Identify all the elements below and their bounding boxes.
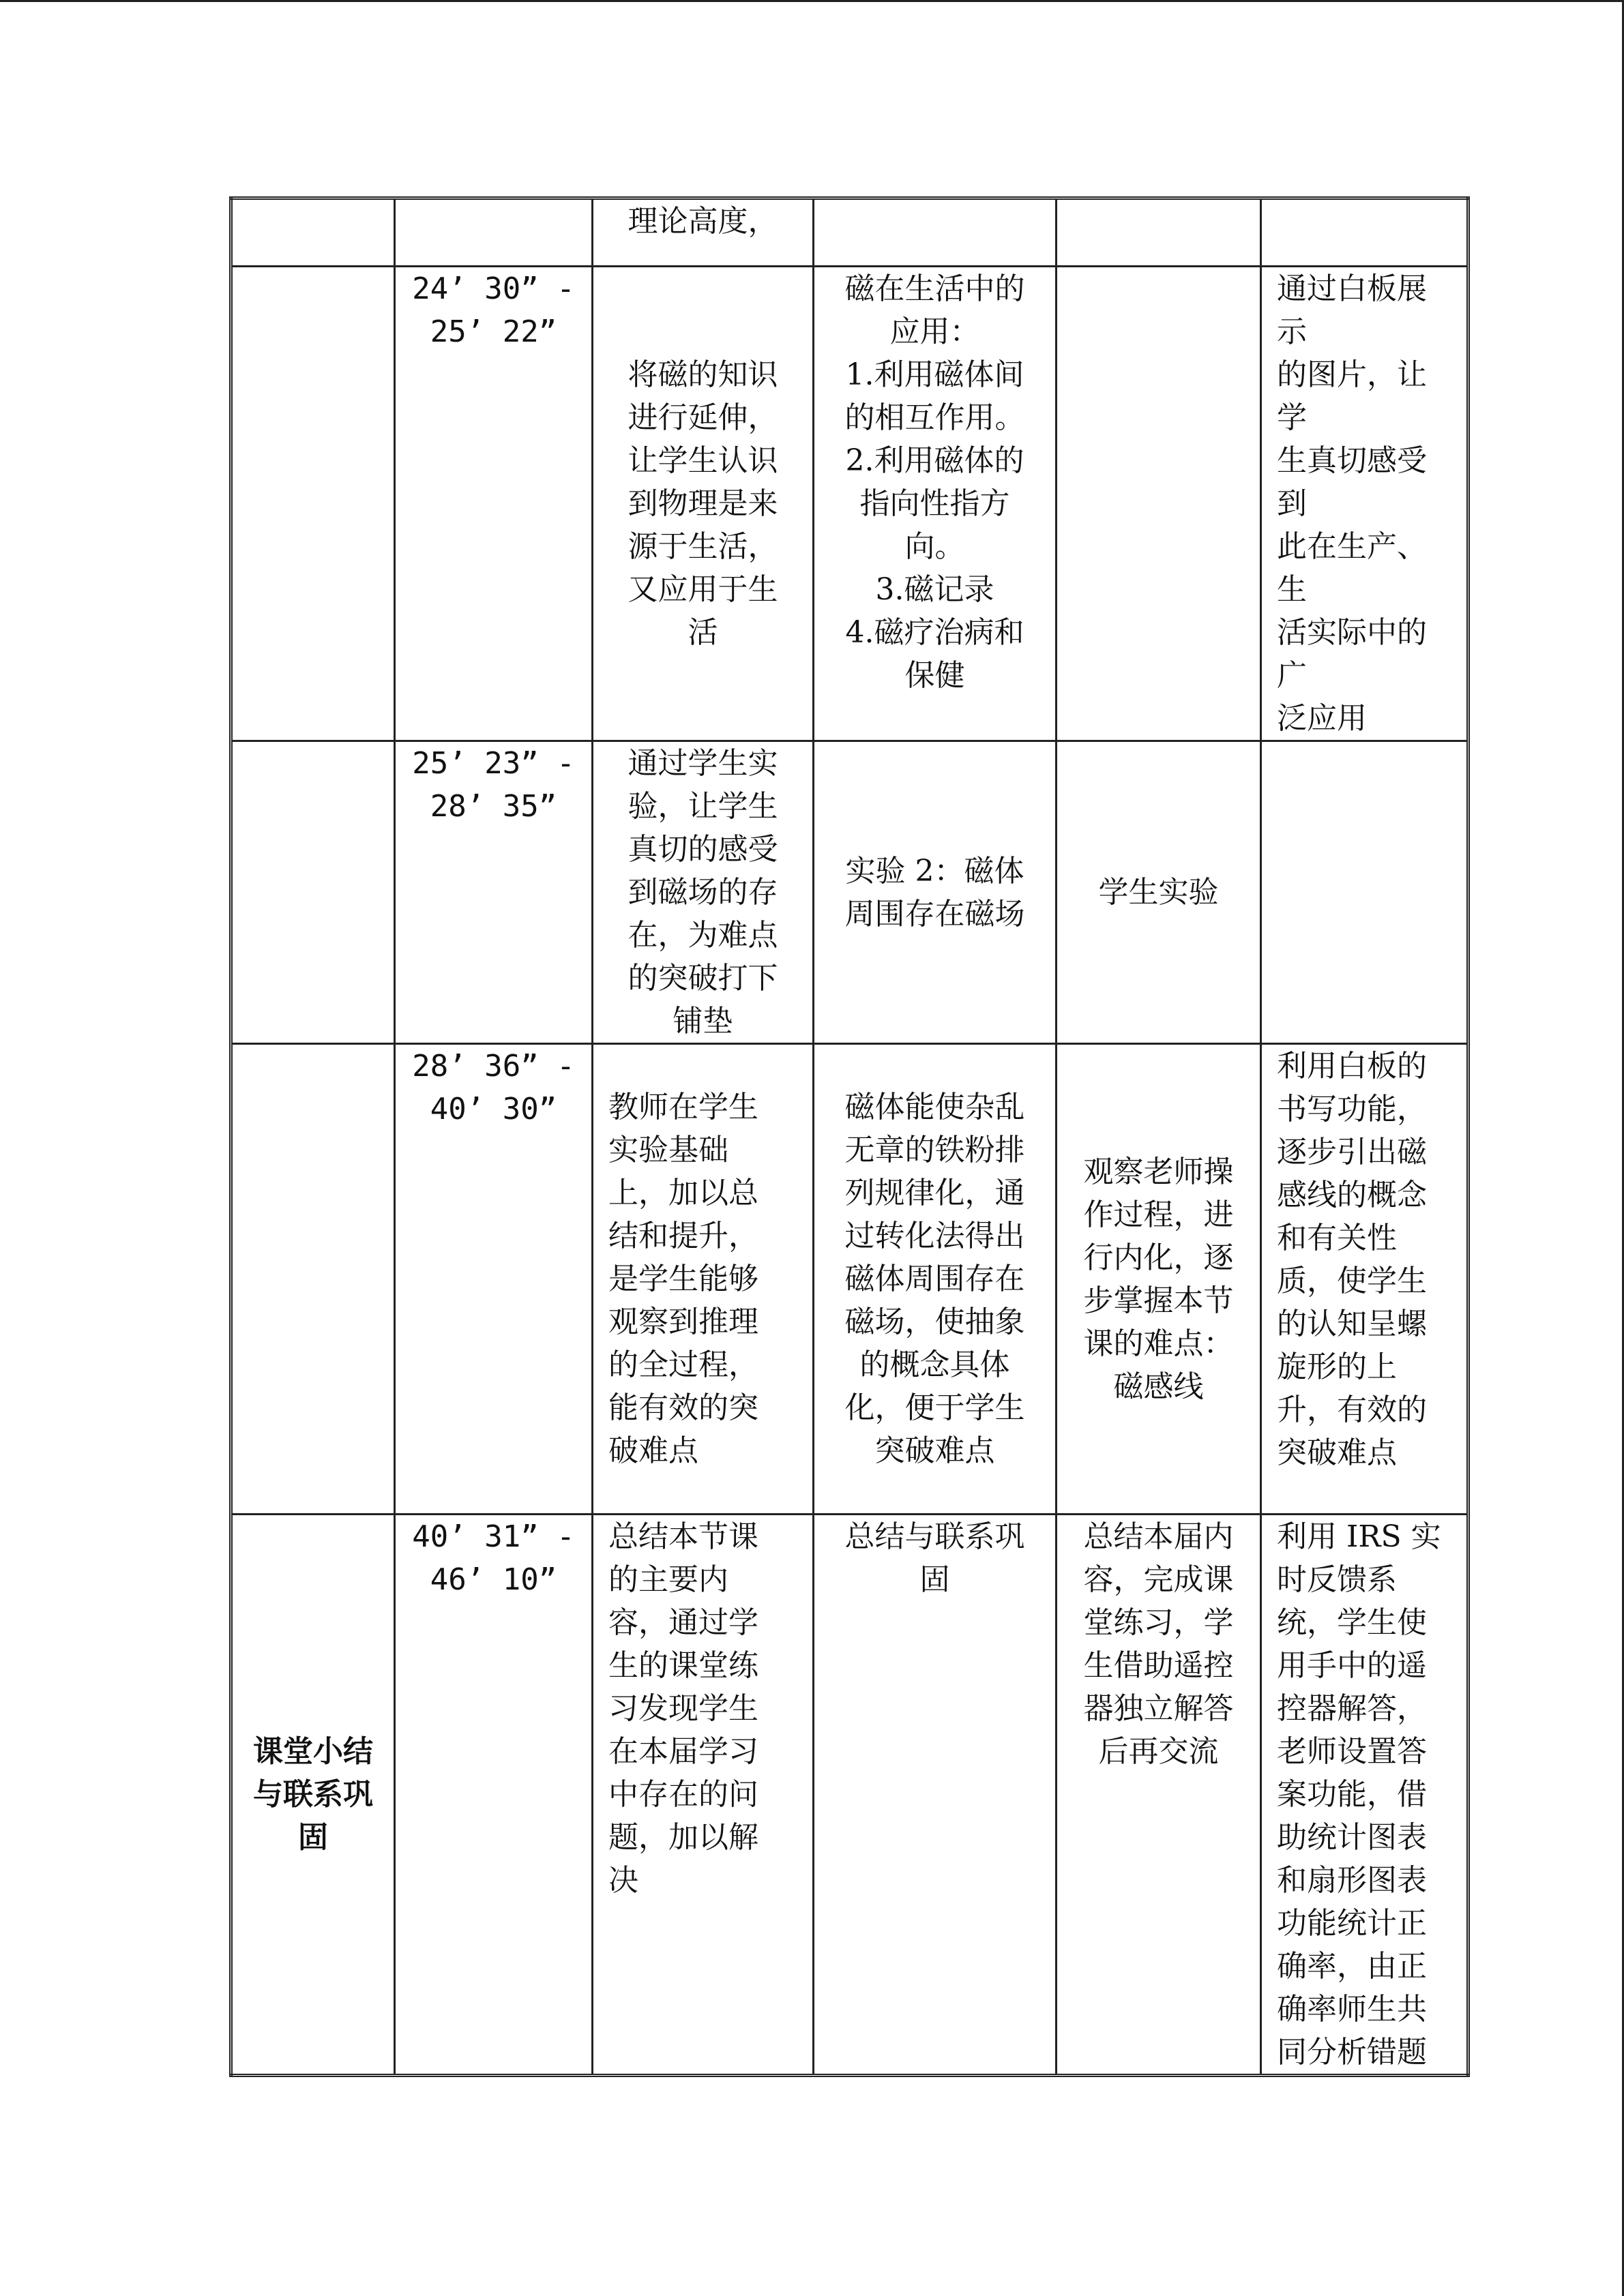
media-text: 控器解答， [1277, 1691, 1427, 1726]
media-text: 突破难点 [1277, 1435, 1397, 1470]
activity-text: 观察老师操 [1083, 1154, 1234, 1189]
media-text: 生真切感受到 [1277, 443, 1427, 521]
intent-text: 到物理是来 [628, 486, 778, 521]
media-text: 利用白板的 [1277, 1049, 1427, 1084]
media-text: 质，使学生 [1277, 1264, 1427, 1298]
media-cell [1261, 267, 1468, 741]
activity-text: 总结本届内 [1083, 1519, 1234, 1554]
content-text: 实验 2：磁体 [845, 853, 1024, 889]
intent-cell [593, 267, 814, 741]
media-text: 用手中的遥 [1277, 1648, 1427, 1683]
stage-cell [231, 267, 395, 741]
intent-text: 在，为难点 [628, 918, 778, 953]
lesson-plan-table [229, 196, 1470, 2077]
activity-text: 行内化，逐 [1083, 1240, 1234, 1275]
media-text: 利用 IRS 实 [1277, 1519, 1441, 1554]
intent-text: 真切的感受 [628, 832, 778, 867]
content-cell [814, 741, 1057, 1044]
content-cell [814, 267, 1057, 741]
media-text: 泛应用 [1277, 701, 1367, 736]
intent-text: 理论高度， [628, 204, 778, 239]
intent-text: 是学生能够 [608, 1262, 758, 1296]
media-text: 助统计图表 [1277, 1820, 1427, 1855]
stage-cell [231, 741, 395, 1044]
intent-text: 又应用于生 [628, 572, 778, 607]
time-start: 25’ 23” - [412, 746, 575, 781]
intent-text: 将磁的知识 [628, 357, 778, 392]
intent-text: 到磁场的存 [628, 875, 778, 910]
media-cell [1261, 198, 1468, 267]
content-text: 无章的铁粉排 [844, 1133, 1025, 1167]
intent-text: 源于生活， [628, 529, 778, 564]
media-cell [1261, 1044, 1468, 1515]
media-text: 通过白板展示 [1277, 271, 1427, 349]
content-cell [814, 198, 1057, 267]
intent-text: 上，加以总 [608, 1176, 758, 1210]
intent-text: 活 [688, 615, 718, 650]
intent-text: 总结本节课 [608, 1519, 758, 1554]
time-end: 46’ 10” [430, 1562, 557, 1597]
activity-text: 后再交流 [1098, 1734, 1219, 1769]
intent-text: 的突破打下 [628, 961, 778, 996]
time-cell [395, 1515, 593, 2076]
activity-text: 学生实验 [1098, 875, 1219, 910]
activity-cell [1057, 1515, 1261, 2076]
activity-text: 课的难点： [1083, 1326, 1234, 1361]
table-row [231, 1044, 1468, 1515]
content-text: 过转化法得出 [844, 1219, 1025, 1253]
content-text: 磁体周围存在 [844, 1262, 1025, 1296]
intent-text: 结和提升， [608, 1219, 758, 1253]
time-end: 25’ 22” [430, 314, 557, 349]
intent-text: 的主要内 [608, 1562, 728, 1597]
intent-text: 决 [608, 1863, 638, 1898]
intent-text: 铺垫 [673, 1004, 733, 1039]
intent-text: 观察到推理 [608, 1304, 758, 1339]
content-text: 2.利用磁体的 [845, 443, 1024, 478]
activity-cell [1057, 198, 1261, 267]
media-text: 书写功能， [1277, 1092, 1427, 1127]
activity-cell [1057, 267, 1261, 741]
table-row [231, 741, 1468, 1044]
intent-text: 在本届学习 [608, 1734, 758, 1769]
content-text: 磁体能使杂乱 [844, 1090, 1025, 1124]
intent-cell [593, 1515, 814, 2076]
media-text: 和扇形图表 [1277, 1863, 1427, 1898]
content-text: 的概念具体 [859, 1347, 1010, 1382]
media-text: 逐步引出磁 [1277, 1135, 1427, 1169]
media-text: 确率师生共 [1277, 1992, 1427, 2027]
content-text: 化，便于学生 [844, 1390, 1025, 1425]
media-text: 功能统计正 [1277, 1906, 1427, 1941]
activity-text: 容，完成课 [1083, 1562, 1234, 1597]
content-text: 突破难点 [874, 1433, 995, 1468]
content-text: 4.磁疗治病和 [845, 615, 1024, 650]
intent-text: 进行延伸， [628, 400, 778, 435]
content-text: 1.利用磁体间 [845, 357, 1024, 392]
time-cell [395, 198, 593, 267]
stage-title: 固 [298, 1820, 328, 1855]
media-text: 感线的概念 [1277, 1178, 1427, 1212]
media-text: 同分析错题 [1277, 2035, 1427, 2070]
content-text: 向。 [904, 529, 965, 564]
activity-text: 堂练习，学 [1083, 1605, 1234, 1640]
media-text: 老师设置答 [1277, 1734, 1427, 1769]
media-text: 时反馈系 [1277, 1562, 1397, 1597]
content-text: 应用： [889, 314, 980, 349]
content-text: 的相互作用。 [844, 400, 1025, 435]
time-end: 40’ 30” [430, 1092, 557, 1127]
media-text: 的认知呈螺 [1277, 1307, 1427, 1341]
media-text: 此在生产、生 [1277, 529, 1427, 607]
time-cell [395, 267, 593, 741]
intent-text: 能有效的突 [608, 1390, 758, 1425]
stage-title: 与联系巩 [253, 1777, 373, 1812]
intent-text: 的全过程， [608, 1347, 758, 1382]
content-text: 磁场，使抽象 [844, 1304, 1025, 1339]
content-cell [814, 1044, 1057, 1515]
media-text: 统，学生使 [1277, 1605, 1427, 1640]
media-text: 和有关性 [1277, 1221, 1397, 1255]
intent-text: 验，让学生 [628, 789, 778, 824]
content-cell [814, 1515, 1057, 2076]
intent-text: 破难点 [608, 1433, 698, 1468]
intent-text: 题，加以解 [608, 1820, 758, 1855]
activity-text: 步掌握本节 [1083, 1283, 1234, 1318]
intent-text: 中存在的问 [608, 1777, 758, 1812]
content-text: 3.磁记录 [875, 572, 994, 607]
table-row [231, 267, 1468, 741]
time-start: 24’ 30” - [412, 271, 575, 306]
activity-cell [1057, 1044, 1261, 1515]
stage-cell [231, 198, 395, 267]
activity-text: 器独立解答 [1083, 1691, 1234, 1726]
time-cell [395, 1044, 593, 1515]
media-text: 确率，由正 [1277, 1949, 1427, 1984]
media-text: 旋形的上 [1277, 1350, 1397, 1384]
time-start: 40’ 31” - [412, 1519, 575, 1554]
content-text: 指向性指方 [859, 486, 1010, 521]
media-text: 案功能，借 [1277, 1777, 1427, 1812]
table-row [231, 1515, 1468, 2076]
content-text: 周围存在磁场 [844, 896, 1025, 931]
media-text: 的图片，让学 [1277, 357, 1427, 435]
stage-cell [231, 1044, 395, 1515]
activity-text: 作过程，进 [1083, 1197, 1234, 1232]
activity-text: 磁感线 [1113, 1369, 1204, 1404]
table-row [231, 198, 1468, 267]
intent-text: 实验基础 [608, 1133, 728, 1167]
stage-cell [231, 1515, 395, 2076]
intent-cell [593, 198, 814, 267]
media-text: 升，有效的 [1277, 1392, 1427, 1427]
intent-text: 通过学生实 [628, 746, 778, 781]
time-start: 28’ 36” - [412, 1049, 575, 1084]
intent-text: 教师在学生 [608, 1090, 758, 1124]
time-cell [395, 741, 593, 1044]
intent-text: 让学生认识 [628, 443, 778, 478]
content-text: 总结与联系巩 [844, 1519, 1025, 1554]
content-text: 固 [919, 1562, 950, 1597]
content-text: 列规律化，通 [844, 1176, 1025, 1210]
intent-cell [593, 1044, 814, 1515]
activity-text: 生借助遥控 [1083, 1648, 1234, 1683]
content-text: 保健 [904, 658, 965, 693]
stage-title: 课堂小结 [253, 1734, 373, 1769]
intent-text: 习发现学生 [608, 1691, 758, 1726]
intent-text: 容，通过学 [608, 1605, 758, 1640]
media-cell [1261, 741, 1468, 1044]
time-end: 28’ 35” [430, 789, 557, 824]
intent-cell [593, 741, 814, 1044]
media-cell [1261, 1515, 1468, 2076]
content-text: 磁在生活中的 [844, 271, 1025, 306]
intent-text: 生的课堂练 [608, 1648, 758, 1683]
activity-cell [1057, 741, 1261, 1044]
media-text: 活实际中的广 [1277, 615, 1427, 693]
